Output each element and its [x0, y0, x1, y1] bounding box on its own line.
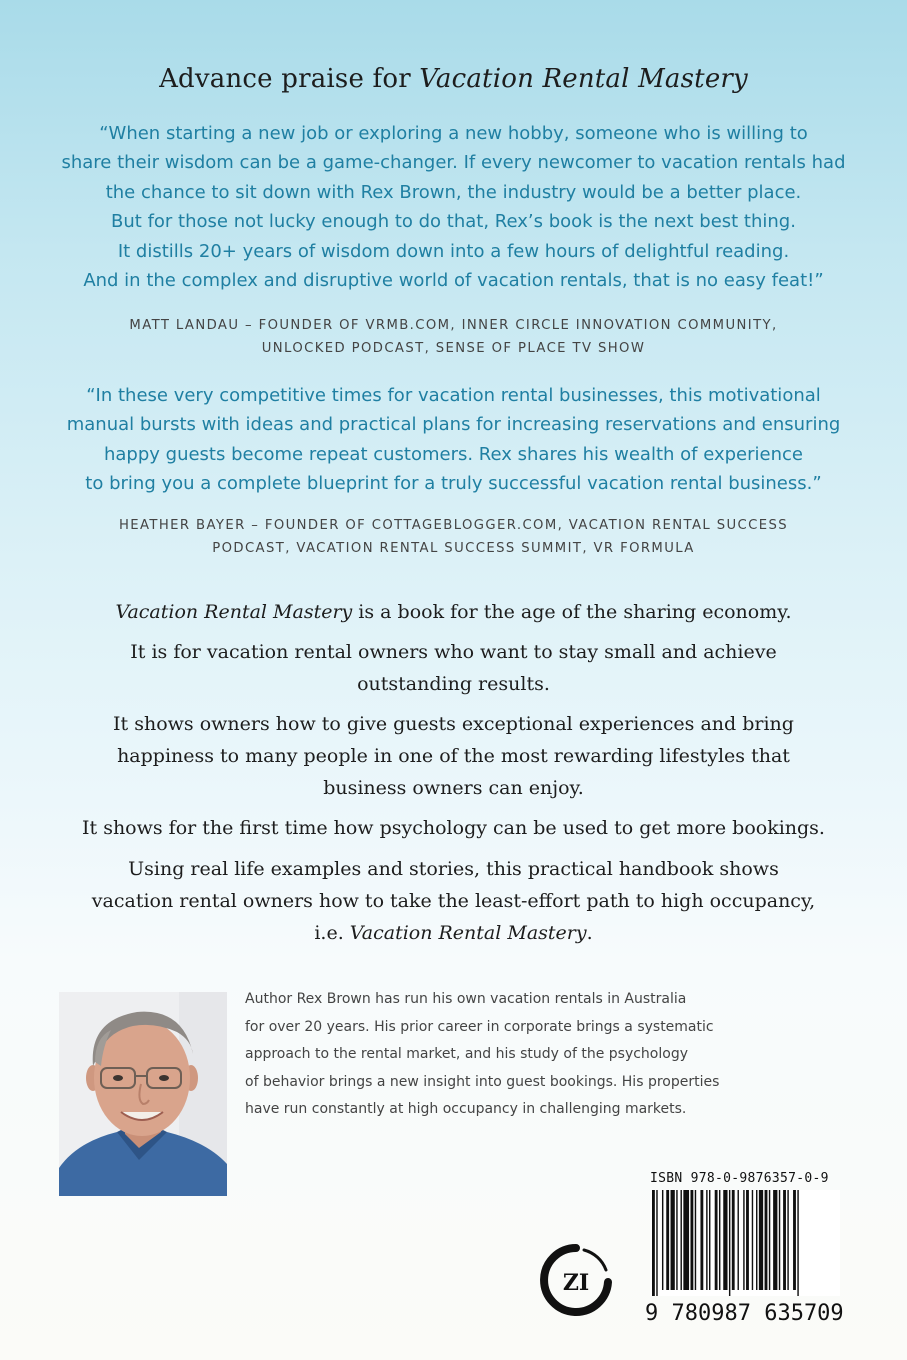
- barcode: [650, 1190, 840, 1296]
- attribution-line: MATT LANDAU – FOUNDER OF VRMB.COM, INNER CIRCLE INNOVATION COMMUNITY,: [129, 318, 778, 333]
- quote-line: to bring you a complete blueprint for a truly successful vacation rental business.”: [85, 473, 822, 495]
- attribution-line: UNLOCKED PODCAST, SENSE OF PLACE TV SHOW: [261, 341, 646, 356]
- barcode-bar: [797, 1190, 798, 1296]
- attribution-line: PODCAST, VACATION RENTAL SUCCESS SUMMIT, VR FORMULA: [212, 541, 695, 556]
- barcode-bar: [743, 1190, 744, 1290]
- description-book-title: Vacation Rental Mastery: [349, 922, 587, 944]
- testimonial-attribution-1: [40, 314, 867, 360]
- author-photo: [59, 992, 227, 1196]
- description-book-title: Vacation Rental Mastery: [115, 601, 353, 623]
- barcode-bar: [662, 1190, 663, 1290]
- barcode-bar: [706, 1190, 707, 1290]
- quote-line: “In these very competitive times for vacation rental businesses, this motivational: [86, 385, 821, 406]
- praise-heading-book-title: Vacation Rental Mastery: [419, 64, 748, 94]
- barcode-bar: [671, 1190, 675, 1290]
- quote-line: manual bursts with ideas and practical plans for increasing reservations and ensuring: [66, 414, 841, 436]
- praise-heading-prefix: Advance praise for: [159, 64, 411, 94]
- testimonial-quote-2: [40, 381, 867, 499]
- barcode-bar: [709, 1190, 710, 1290]
- barcode-bar: [738, 1190, 739, 1290]
- quote-line: happy guests become repeat customers. Rex shares his wealth of experience: [103, 443, 803, 465]
- isbn-label: ISBN 978-0-9876357-0-9: [650, 1171, 829, 1186]
- barcode-bar: [683, 1190, 689, 1290]
- description-line: vacation rental owners how to take the least-effort path to high occupancy,: [91, 890, 816, 912]
- bio-line: of behavior brings a new insight into guest bookings. His properties: [245, 1073, 720, 1090]
- description-line: It shows owners how to give guests exceptional experiences and bring: [113, 713, 794, 735]
- barcode-bar: [787, 1190, 788, 1290]
- description-line: Using real life examples and stories, this practical handbook shows: [128, 858, 779, 880]
- testimonial-quote-1: [40, 119, 867, 295]
- barcode-bar: [756, 1190, 757, 1290]
- description-paragraph-3: [40, 708, 867, 804]
- barcode-bar: [732, 1190, 735, 1290]
- attribution-line: HEATHER BAYER – FOUNDER OF COTTAGEBLOGGER.COM, VACATION RENTAL SUCCESS: [118, 518, 789, 533]
- barcode-bar: [676, 1190, 677, 1290]
- author-bio: [245, 986, 745, 1124]
- barcode-bar: [793, 1190, 796, 1290]
- barcode-bar: [695, 1190, 696, 1290]
- barcode-bar: [656, 1190, 657, 1296]
- bio-line: Author Rex Brown has run his own vacation rentals in Australia: [245, 991, 687, 1007]
- barcode-bar: [783, 1190, 786, 1290]
- barcode-bar: [652, 1190, 655, 1296]
- quote-line: And in the complex and disruptive world of vacation rentals, that is no easy feat!”: [83, 270, 824, 292]
- quote-line: “When starting a new job or exploring a new hobby, someone who is willing to: [99, 123, 808, 144]
- publisher-logo: [538, 1242, 614, 1318]
- description-text: .: [586, 922, 593, 944]
- description-line: outstanding results.: [357, 673, 550, 695]
- testimonial-attribution-2: [40, 514, 867, 560]
- barcode-bar: [752, 1190, 753, 1290]
- barcode-bar: [715, 1190, 718, 1290]
- quote-line: share their wisdom can be a game-changer. If every newcomer to vacation rentals had: [61, 152, 846, 174]
- barcode-bar: [690, 1190, 693, 1290]
- description-paragraph-1: [40, 596, 867, 628]
- barcode-bar: [681, 1190, 682, 1290]
- description-text: is a book for the age of the sharing economy.: [352, 601, 792, 623]
- barcode-bar: [666, 1190, 669, 1290]
- bio-line: have run constantly at high occupancy in challenging markets.: [245, 1101, 687, 1117]
- barcode-bar: [759, 1190, 763, 1290]
- quote-line: It distills 20+ years of wisdom down into a few hours of delightful reading.: [117, 240, 790, 262]
- description-line-last: [40, 917, 867, 949]
- barcode-bar: [719, 1190, 720, 1290]
- barcode-bar: [746, 1190, 749, 1290]
- description-line: happiness to many people in one of the most rewarding lifestyles that: [117, 745, 790, 767]
- bio-line: approach to the rental market, and his study of the psychology: [245, 1046, 688, 1062]
- barcode-bar: [700, 1190, 703, 1290]
- barcode-bar: [729, 1190, 730, 1296]
- barcode-digits: 9 780987 635709: [645, 1301, 844, 1326]
- description-paragraph-4: [40, 812, 867, 844]
- quote-line: But for those not lucky enough to do that, Rex’s book is the next best thing.: [111, 211, 796, 233]
- barcode-bar: [773, 1190, 777, 1290]
- description-line: It is for vacation rental owners who want to stay small and achieve: [130, 641, 777, 663]
- barcode-bar: [765, 1190, 768, 1290]
- quote-line: the chance to sit down with Rex Brown, the industry would be a better place.: [105, 181, 802, 203]
- bio-line: for over 20 years. His prior career in corporate brings a systematic: [245, 1018, 714, 1035]
- description-paragraph-5: [40, 853, 867, 949]
- barcode-bar: [769, 1190, 770, 1290]
- description-text: i.e.: [314, 922, 350, 944]
- praise-heading: [0, 64, 907, 94]
- description-paragraph-2: [40, 636, 867, 700]
- description-line: business owners can enjoy.: [323, 777, 584, 799]
- publisher-logo-text: ZI: [562, 1270, 590, 1296]
- description-line: It shows for the first time how psychology can be used to get more bookings.: [82, 817, 825, 839]
- barcode-bar: [723, 1190, 727, 1290]
- barcode-bar: [779, 1190, 780, 1290]
